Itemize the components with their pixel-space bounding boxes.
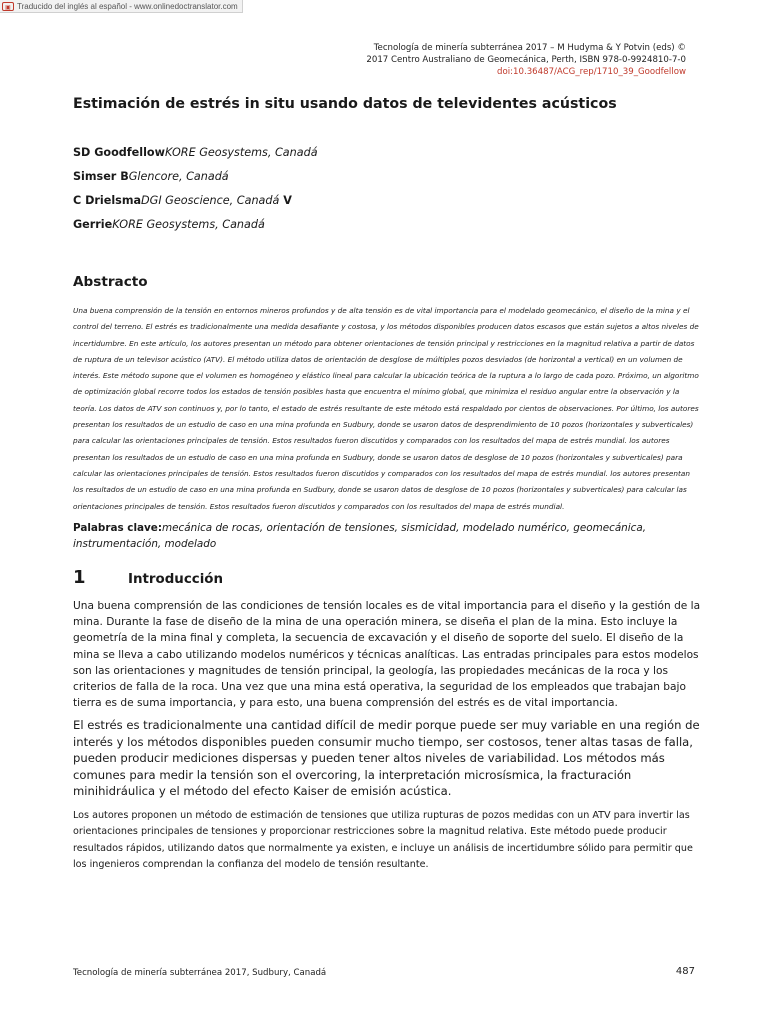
abstract-text: Una buena comprensión de la tensión en entornos mineros profundos y de alta tensión es de vital importancia para el modelado geomecánico, el diseño de la mina y el control del terreno. El estrés es tradicionalmente una medida desafiante y costosa, y los métodos disponibles producen datos escasos que están sujetos a altos niveles de incertidumbre. En este artículo, los autores presentan un método para obtener orientaciones de tensión principal y restricciones en la magnitud relativa a partir de datos de ruptura de un televisor acústico (ATV). El método utiliza datos de orientación de desglose de múltiples pozos desviados (de horizontal a vertical) en un volumen de interés. Este método supone que el volumen es homogéneo y elástico lineal para calcular la ubicación teórica de la ruptura a lo largo de cada pozo. Próximo, un algoritmo de optimización global recorre todos los estados de tensión posibles hasta que encuentra el mínimo global, que minimiza el residuo angular entre la observación y la teoría. Los datos de ATV son continuos y, por lo tanto, el estado de estrés resultante de este método está respaldado por cientos de observaciones. Por último, los autores presentan los resultados de un estudio de caso en una mina profunda en Sudbury, donde se usaron datos de desprendimiento de 10 pozos (horizontales y subverticales) para calcular las orientaciones principales de tensión. Estos resultados fueron discutidos y comparados con los resultados del mapa de estrés mundial. los autores presentan los resultados de un estudio de caso en una mina profunda en Sudbury, donde se usaron datos de desglose de 10 pozos (horizontales y subverticales) para calcular las orientaciones principales de tensión. Estos resultados fueron discutidos y comparados con los resultados del mapa de estrés mundial. los autores presentan los resultados de un estudio de caso en una mina profunda en Sudbury, donde se usaron datos de desglose de 10 pozos (horizontales y subverticales) para calcular las orientaciones principales de tensión. Estos resultados fueron discutidos y comparados con los resultados del mapa de estrés mundial.: [73, 306, 699, 511]
author-entry: [73, 194, 713, 218]
author-affiliation: KORE Geosystems, Canadá: [164, 146, 318, 159]
paper-title: Estimación de estrés in situ usando datos de televidentes acústicos: [73, 96, 617, 112]
publication-header: [300, 42, 686, 78]
page-number: 487: [675, 966, 695, 977]
abstract-heading: Abstracto: [73, 274, 148, 290]
translator-banner[interactable]: [0, 0, 243, 13]
author-entry: [73, 146, 713, 170]
section-number: 1: [73, 567, 86, 588]
intro-paragraph-2: El estrés es tradicionalmente una cantidad difícil de medir porque puede ser muy variable en una región de interés y los métodos disponibles pueden consumir mucho tiempo, ser costosos, tener altas tasas de falla, pueden producir mediciones dispersas y pueden tener altos niveles de variabilidad. Los métodos más comunes para medir la tensión son el overcoring, la interpretación microsísmica, la fracturación minihidráulica y el método del efecto Kaiser de emisión acústica.: [73, 718, 700, 799]
author-suffix: V: [279, 194, 292, 207]
author-affiliation: Glencore, Canadá: [128, 170, 229, 183]
author-entry: [73, 218, 713, 242]
author-affiliation: KORE Geosystems, Canadá: [112, 218, 265, 231]
author-entry: [73, 170, 713, 194]
publication-line-1: Tecnología de minería subterránea 2017 – M Hudyma & Y Potvin (eds) ©: [373, 43, 686, 53]
footer-text: Tecnología de minería subterránea 2017, Sudbury, Canadá: [73, 968, 327, 978]
author-name: Gerrie: [73, 218, 113, 231]
section-heading: [73, 567, 673, 588]
translator-banner-text[interactable]: Traducido del inglés al español - www.onlinedoctranslator.com: [17, 1, 238, 11]
author-name: Simser B: [73, 170, 129, 183]
intro-paragraph-3: Los autores proponen un método de estimación de tensiones que utiliza rupturas de pozos medidas con un ATV para invertir las orientaciones principales de tensiones y proporcionar restricciones sobre la magnitud relativa. Este método puede producir resultados rápidos, utilizando datos que normalmente ya existen, e incluye un análisis de incertidumbre sólido para permitir que los ingenieros comprendan la confianza del modelo de tensión resultante.: [73, 810, 693, 871]
pdf-icon: ▣: [2, 2, 14, 11]
author-affiliation: DGI Geoscience, Canadá: [141, 194, 280, 207]
intro-paragraph-1: Una buena comprensión de las condiciones de tensión locales es de vital importancia para el diseño y la gestión de la mina. Durante la fase de diseño de la mina de una operación minera, se diseña el plan de la mina. Esto incluye la geometría de la mina final y completa, la secuencia de excavación y el diseño de soporte del suelo. El diseño de la mina se lleva a cabo utilizando modelos numéricos y técnicas analíticas. Las entradas principales para estos modelos son las orientaciones y magnitudes de tensión principal, la geología, las propiedades mecánicas de la roca y los criterios de falla de la roca. Una vez que una mina está operativa, la seguridad de los empleados que trabajan bajo tierra es de suma importancia, y para esto, una buena comprensión del estrés es de vital importancia.: [73, 600, 701, 710]
doi-link[interactable]: doi:10.36487/ACG_rep/1710_39_Goodfellow: [497, 67, 686, 77]
keywords: [73, 520, 693, 552]
author-name: SD Goodfellow: [73, 146, 165, 159]
author-name: C Drielsma: [73, 194, 142, 207]
author-list: [73, 146, 713, 242]
section-title: Introducción: [128, 572, 224, 587]
keywords-list: mecánica de rocas, orientación de tensiones, sismicidad, modelado numérico, geomecánica, instrumentación, modelado: [73, 522, 647, 550]
publication-line-2: 2017 Centro Australiano de Geomecánica, Perth, ISBN 978-0-9924810-7-0: [366, 55, 686, 65]
keywords-label: Palabras clave:: [73, 522, 163, 534]
